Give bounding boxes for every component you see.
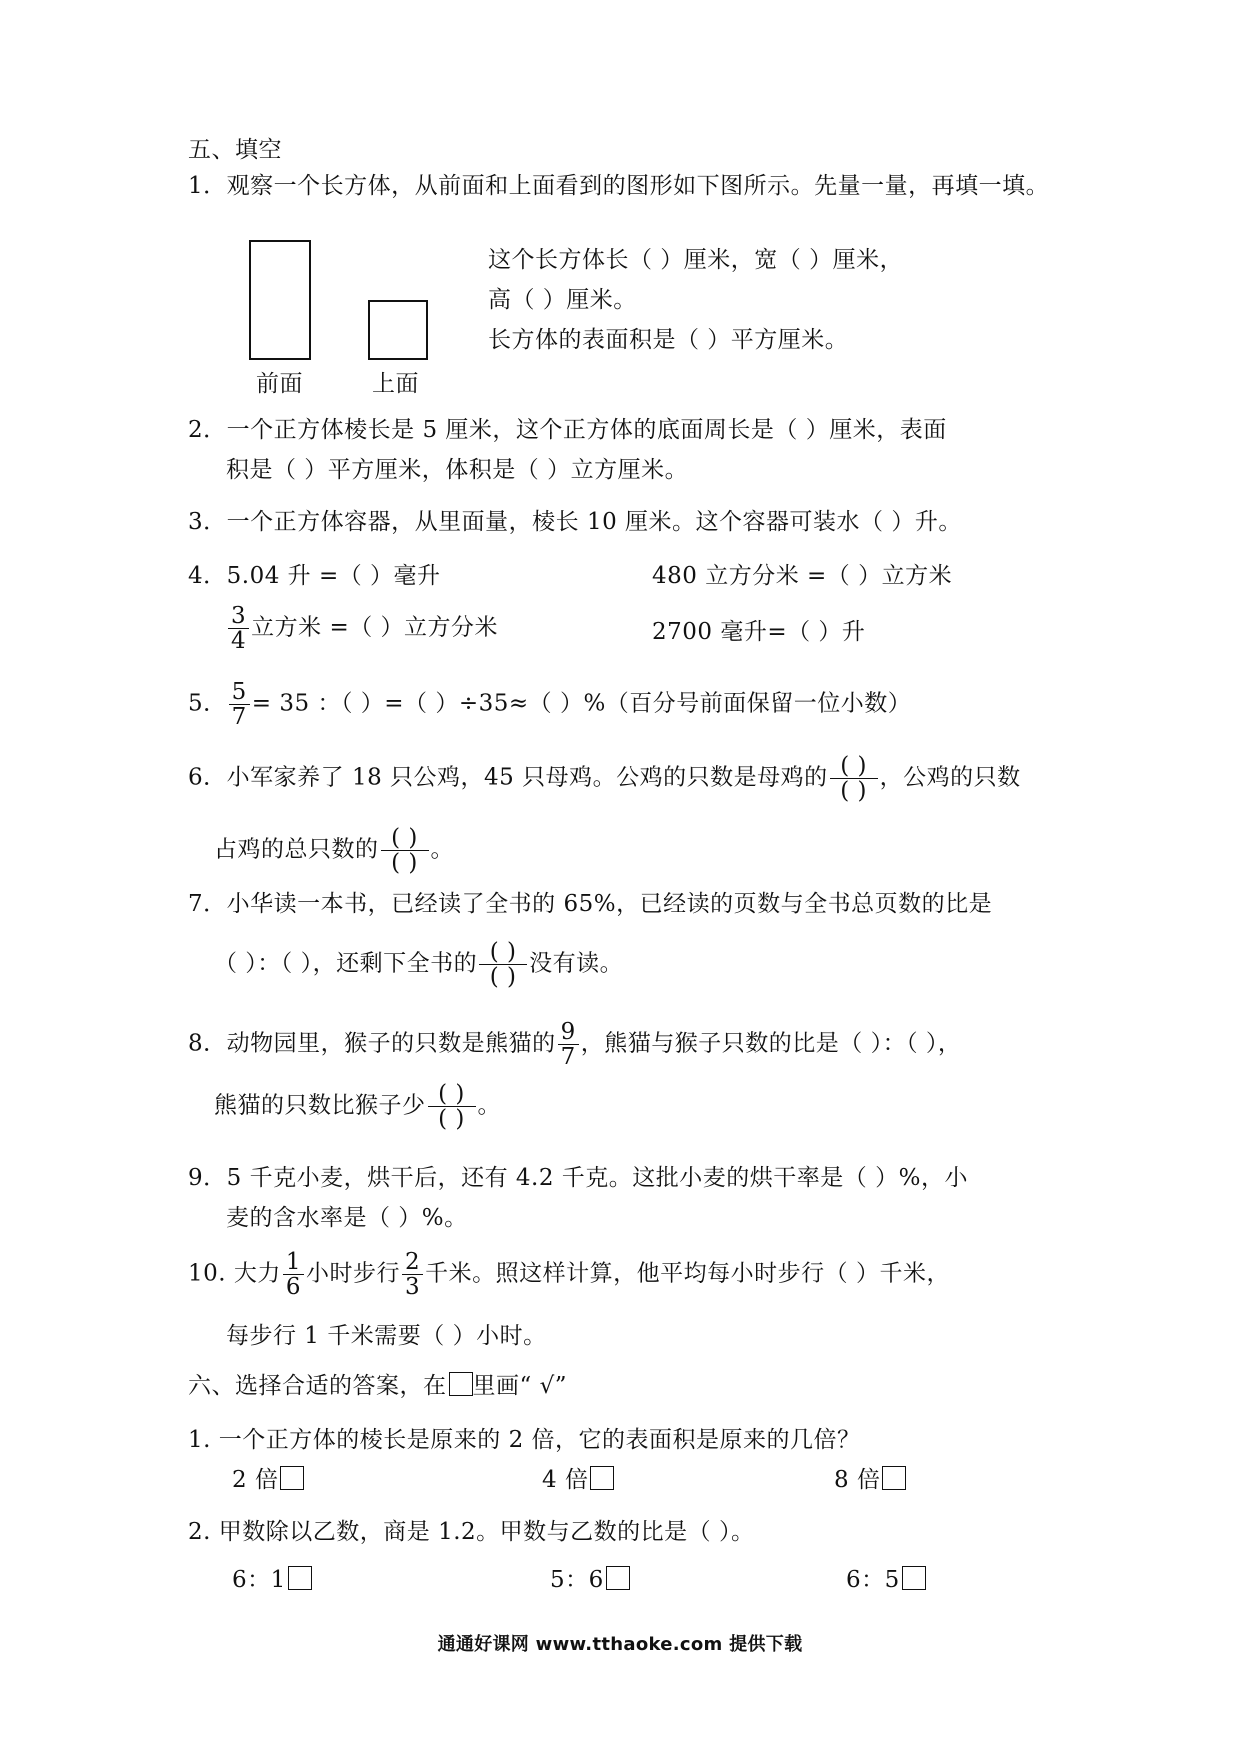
question-2-line-1: 2．一个正方体棱长是 5 厘米，这个正方体的底面周长是（ ）厘米，表面 <box>188 417 947 443</box>
option-checkbox[interactable] <box>590 1466 614 1490</box>
option-checkbox[interactable] <box>882 1466 906 1490</box>
question-1-line-2: 高（ ）厘米。 <box>488 287 637 313</box>
question-1-line-1: 这个长方体长（ ）厘米，宽（ ）厘米， <box>488 247 904 273</box>
option-checkbox[interactable] <box>902 1566 926 1590</box>
fraction-5-7: $\frac{5}{7}$ <box>229 680 250 729</box>
blank-fraction: $\frac{( )}{( )}$ <box>381 826 429 875</box>
question-9-line-2: 麦的含水率是（ ）%。 <box>226 1205 468 1231</box>
choice-1-option-2: 4 倍 <box>542 1464 614 1496</box>
question-2-line-2: 积是（ ）平方厘米，体积是（ ）立方厘米。 <box>226 457 689 483</box>
choice-2-option-3: 6：5 <box>846 1564 926 1596</box>
question-7-line-2: （ ）：（ ），还剩下全书的 $\frac{( )}{( )}$ 没有读。 <box>214 939 624 990</box>
choice-2-option-2: 5：6 <box>550 1564 630 1596</box>
option-checkbox[interactable] <box>280 1466 304 1490</box>
choice-2-option-1: 6：1 <box>232 1564 312 1596</box>
question-5: 5． $\frac{5}{7}$ = 35 ：（ ）=（ ）÷35≈（ ）%（百分号前面保留一位小数） <box>188 679 912 730</box>
section-5-title: 五、填空 <box>188 137 282 163</box>
question-10-line-1: 10. 大力 $\frac{1}{6}$ 小时步行 $\frac{2}{3}$ 千米。照这样计算，他平均每小时步行（ ）千米， <box>188 1249 950 1300</box>
top-view-square <box>368 300 428 360</box>
question-4c: $\frac{3}{4}$ 立方米 =（ ）立方分米 <box>226 604 498 653</box>
choice-question-1-text: 1. 一个正方体的棱长是原来的 2 倍，它的表面积是原来的几倍？ <box>188 1427 861 1453</box>
question-6-line-1: 6．小军家养了 18 只公鸡，45 只母鸡。公鸡的只数是母鸡的 $\frac{( )}{( )}$ ，公鸡的只数 <box>188 753 1021 804</box>
fraction-2-3: $\frac{2}{3}$ <box>402 1250 423 1299</box>
question-8-line-2: 熊猫的只数比猴子少 $\frac{( )}{( )}$ 。 <box>214 1081 501 1132</box>
choice-1-option-1: 2 倍 <box>232 1464 304 1496</box>
choice-1-option-3: 8 倍 <box>834 1464 906 1496</box>
question-9-line-1: 9．5 千克小麦，烘干后，还有 4.2 千克。这批小麦的烘干率是（ ）%，小 <box>188 1165 968 1191</box>
section-6-title: 六、选择合适的答案，在 里画“ √” <box>188 1373 567 1399</box>
front-view-label: 前面 <box>256 371 303 397</box>
checkbox-sample <box>449 1372 473 1396</box>
fraction-3-4: $\frac{3}{4}$ <box>228 604 249 653</box>
fraction-9-7: $\frac{9}{7}$ <box>558 1020 579 1069</box>
blank-fraction: $\frac{( )}{( )}$ <box>830 754 878 803</box>
question-4b: 480 立方分米 =（ ）立方米 <box>652 563 953 589</box>
question-10-line-2: 每步行 1 千米需要（ ）小时。 <box>226 1323 547 1349</box>
choice-question-2-text: 2. 甲数除以乙数，商是 1.2。甲数与乙数的比是（ ）。 <box>188 1519 755 1545</box>
question-7-line-1: 7．小华读一本书，已经读了全书的 65%，已经读的页数与全书总页数的比是 <box>188 891 993 917</box>
question-1-text: 1．观察一个长方体，从前面和上面看到的图形如下图所示。先量一量，再填一填。 <box>188 173 1050 199</box>
option-checkbox[interactable] <box>288 1566 312 1590</box>
footer-source[interactable]: 通通好课网 www.tthaoke.com 提供下载 <box>437 1634 803 1655</box>
question-3-text: 3．一个正方体容器，从里面量，棱长 10 厘米。这个容器可装水（ ）升。 <box>188 509 962 535</box>
question-4a: 4．5.04 升 =（ ）毫升 <box>188 563 441 589</box>
fraction-1-6: $\frac{1}{6}$ <box>283 1250 304 1299</box>
blank-fraction: $\frac{( )}{( )}$ <box>479 940 527 989</box>
option-checkbox[interactable] <box>606 1566 630 1590</box>
top-view-label: 上面 <box>372 371 419 397</box>
question-4d: 2700 毫升=（ ）升 <box>652 619 866 645</box>
question-6-line-2: 占鸡的总只数的 $\frac{( )}{( )}$ 。 <box>214 825 454 876</box>
front-view-rectangle <box>249 240 311 360</box>
question-8-line-1: 8．动物园里，猴子的只数是熊猫的 $\frac{9}{7}$ ，熊猫与猴子只数的比是（ ）：（ ）， <box>188 1019 962 1070</box>
blank-fraction: $\frac{( )}{( )}$ <box>428 1082 476 1131</box>
question-1-line-3: 长方体的表面积是（ ）平方厘米。 <box>488 327 849 353</box>
